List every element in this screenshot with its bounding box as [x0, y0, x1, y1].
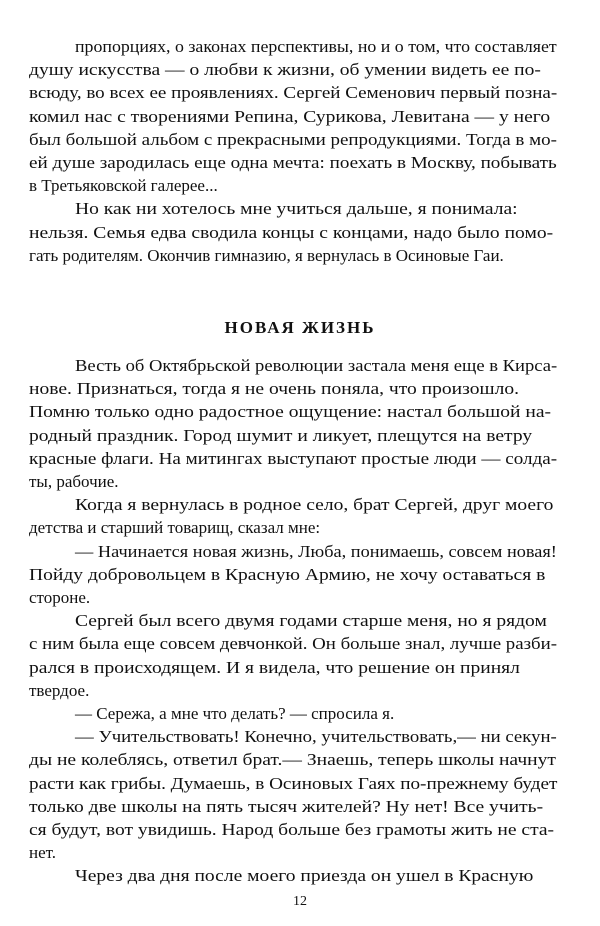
text-line: нельзя. Семья едва сводила концы с концами, надо было помо-	[29, 222, 554, 242]
text-line: душу искусства — о любви к жизни, об умении видеть ее по-	[29, 60, 541, 80]
text-line: ты, рабочие.	[29, 472, 119, 491]
text-line: только две школы на пять тысяч жителей? Ну нет! Все учить-	[29, 796, 544, 816]
text-line: Сергей был всего двумя годами старше меня, но я рядом	[75, 611, 547, 631]
text-line: детства и старший товарищ, сказал мне:	[29, 518, 321, 538]
page-number: 12	[293, 894, 307, 909]
text-line: стороне.	[29, 588, 91, 607]
text-line: ды не колеблясь, ответил брат.— Знаешь, теперь школы начнут	[29, 750, 556, 770]
text-line: Помню только одно радостное ощущение: настал большой на-	[29, 402, 552, 422]
text-line: расти как грибы. Думаешь, в Осиновых Гаях по-прежнему будет	[29, 773, 558, 793]
text-line: Весть об Октябрьской революции застала меня еще в Кирса-	[75, 356, 558, 375]
text-line: красные флаги. На митингах выступают простые люди — солда-	[29, 448, 558, 468]
chapter-heading: НОВАЯ ЖИЗНЬ	[224, 318, 376, 337]
text-line: Но как ни хотелось мне учиться дальше, я понимала:	[75, 199, 518, 219]
text-line: всюду, во всех ее проявлениях. Сергей Семенович первый позна-	[29, 83, 558, 103]
text-line: — Начинается новая жизнь, Люба, понимаешь, совсем новая!	[75, 541, 557, 561]
text-line: был большой альбом с прекрасными репродукциями. Тогда в мо-	[29, 129, 557, 149]
text-line: ся будут, вот увидишь. Народ больше без грамоты жить не ста-	[29, 820, 555, 839]
text-line: рался в происходящем. И я видела, что решение он принял	[29, 657, 520, 677]
text-line: в Третьяковской галерее...	[29, 176, 218, 196]
text-line: комил нас с творениями Репина, Сурикова, Левитана — у него	[29, 106, 551, 126]
text-line: Пойду добровольцем в Красную Армию, не хочу оставаться в	[29, 564, 546, 584]
text-line: нет.	[29, 843, 57, 863]
text-line: пропорциях, о законах перспективы, но и о том, что составляет	[75, 37, 557, 56]
text-line: нове. Признаться, тогда я не очень поняла, что произошло.	[29, 379, 520, 399]
text-line: — Сережа, а мне что делать? — спросила я.	[75, 704, 395, 723]
text-line: с ним была еще совсем девчонкой. Он больше знал, лучше разби-	[29, 634, 558, 654]
text-line: — Учительствовать! Конечно, учительствовать,— ни секун-	[75, 727, 557, 747]
text-line: родный праздник. Город шумит и ликует, плещутся на ветру	[29, 425, 533, 445]
text-line: Через два дня после моего приезда он ушел в Красную	[75, 866, 534, 886]
text-line: гать родителям. Окончив гимназию, я вернулась в Осиновые Гаи.	[29, 245, 504, 265]
text-line: Когда я вернулась в родное село, брат Сергей, друг моего	[75, 495, 554, 515]
text-line: ей душе зародилась еще одна мечта: поехать в Москву, побывать	[29, 153, 557, 172]
text-line: твердое.	[29, 680, 90, 700]
